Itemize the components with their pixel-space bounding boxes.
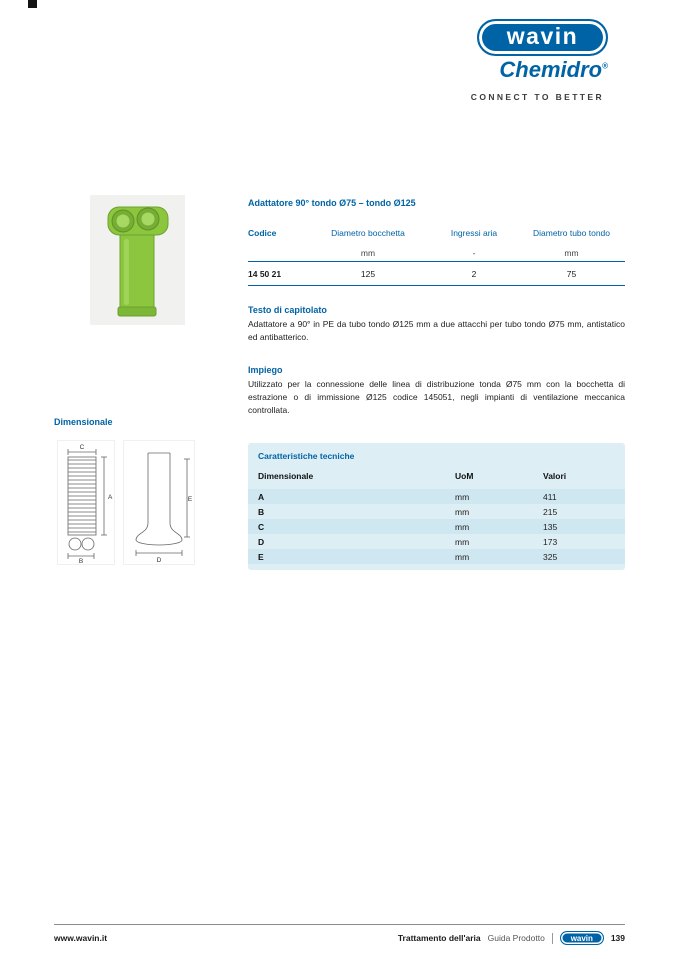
spec-col-header: Ingressi aria [450, 228, 498, 238]
dimension-drawing-side-svg [124, 441, 194, 564]
tech-row-value: 325 [543, 551, 558, 562]
footer-category: Trattamento dell'aria [397, 933, 481, 943]
tech-row-value: 411 [543, 491, 557, 502]
dim-label-c: C [79, 444, 85, 451]
dim-label-e: E [187, 496, 193, 503]
spec-value-cell: 75 [566, 268, 577, 279]
product-code: 14 50 21 [248, 268, 282, 279]
spec-unit-cell: mm [360, 247, 376, 258]
spec-unit-cell: mm [564, 247, 579, 258]
table-row [248, 534, 625, 549]
product-photo [90, 195, 185, 325]
tech-col-header: Valori [543, 471, 567, 481]
tech-row-label: E [258, 551, 264, 562]
table-row [248, 549, 625, 564]
tech-row-uom: mm [455, 536, 470, 547]
spec-col-header: Diametro tubo tondo [532, 228, 611, 238]
impiego-heading: Impiego [248, 365, 283, 375]
brand-tagline: CONNECT TO BETTER [470, 92, 604, 102]
spec-unit-cell: - [472, 247, 476, 258]
footer-website: www.wavin.it [54, 933, 108, 943]
table-row [248, 504, 625, 519]
dimensionale-label: Dimensionale [54, 417, 113, 427]
tech-row-uom: mm [455, 521, 470, 532]
spec-table-units-row [248, 244, 625, 262]
registered-mark: ® [602, 61, 608, 71]
capitolato-heading: Testo di capitolato [248, 305, 327, 315]
spec-table-header-row [248, 222, 625, 244]
dimension-drawing-front-svg [58, 441, 114, 564]
tech-row-label: C [258, 521, 265, 532]
tech-row-label: B [258, 506, 265, 517]
spec-col-header: Codice [248, 228, 277, 238]
tech-col-header: UoM [455, 471, 474, 481]
tech-row-value: 215 [543, 506, 558, 517]
capitolato-body: Adattatore a 90° in PE da tubo tondo Ø125 mm a due attacchi per tubo tondo Ø75 mm, antistatico ed antibatterico. [248, 319, 625, 343]
tech-characteristics-box [248, 443, 625, 570]
spec-value-cell: 2 [471, 268, 477, 279]
tech-row-label: A [258, 491, 265, 502]
tech-col-header: Dimensionale [258, 471, 314, 481]
table-row [248, 519, 625, 534]
chemidro-brand-text: Chemidro [499, 57, 603, 82]
tech-row-label: D [258, 536, 265, 547]
tech-box-title: Caratteristiche tecniche [258, 451, 355, 461]
dim-label-a: A [108, 494, 113, 501]
tech-row-uom: mm [455, 491, 470, 502]
page-number: 139 [610, 933, 625, 943]
chemidro-brand [499, 57, 608, 83]
tech-row-value: 173 [543, 536, 558, 547]
wavin-logo [477, 19, 608, 56]
impiego-body: Utilizzato per la connessione delle linea di distribuzione tonda Ø75 mm con la bocchetta di estrazione o di immissione Ø125 codice 145051, negli impianti di ventilazione meccanica controllata. [248, 379, 625, 416]
print-registration-mark [28, 0, 37, 8]
dimension-drawing-side [123, 440, 195, 565]
footer-right-group [398, 931, 625, 945]
wavin-logo-text: wavin [506, 23, 579, 49]
tech-row-value: 135 [543, 521, 558, 532]
green-adapter-image [90, 195, 185, 325]
dim-label-d: D [156, 557, 162, 564]
spec-value-cell: 125 [360, 268, 376, 279]
footer [54, 931, 625, 945]
spec-table-data-row [248, 262, 625, 286]
footer-divider [54, 924, 625, 925]
footer-guide-title: Guida Prodotto [487, 933, 545, 943]
tech-row-uom: mm [455, 551, 470, 562]
spec-col-header: Diametro bocchetta [331, 228, 405, 238]
dim-label-b: B [78, 558, 84, 564]
tech-row-uom: mm [455, 506, 470, 517]
footer-wavin-logo: wavin [560, 931, 604, 945]
table-row [248, 489, 625, 504]
dimension-drawing-front [57, 440, 115, 565]
tech-table-header-row [248, 468, 625, 489]
spec-table [248, 222, 625, 286]
footer-separator [552, 933, 553, 944]
product-title: Adattatore 90° tondo Ø75 – tondo Ø125 [248, 198, 416, 208]
